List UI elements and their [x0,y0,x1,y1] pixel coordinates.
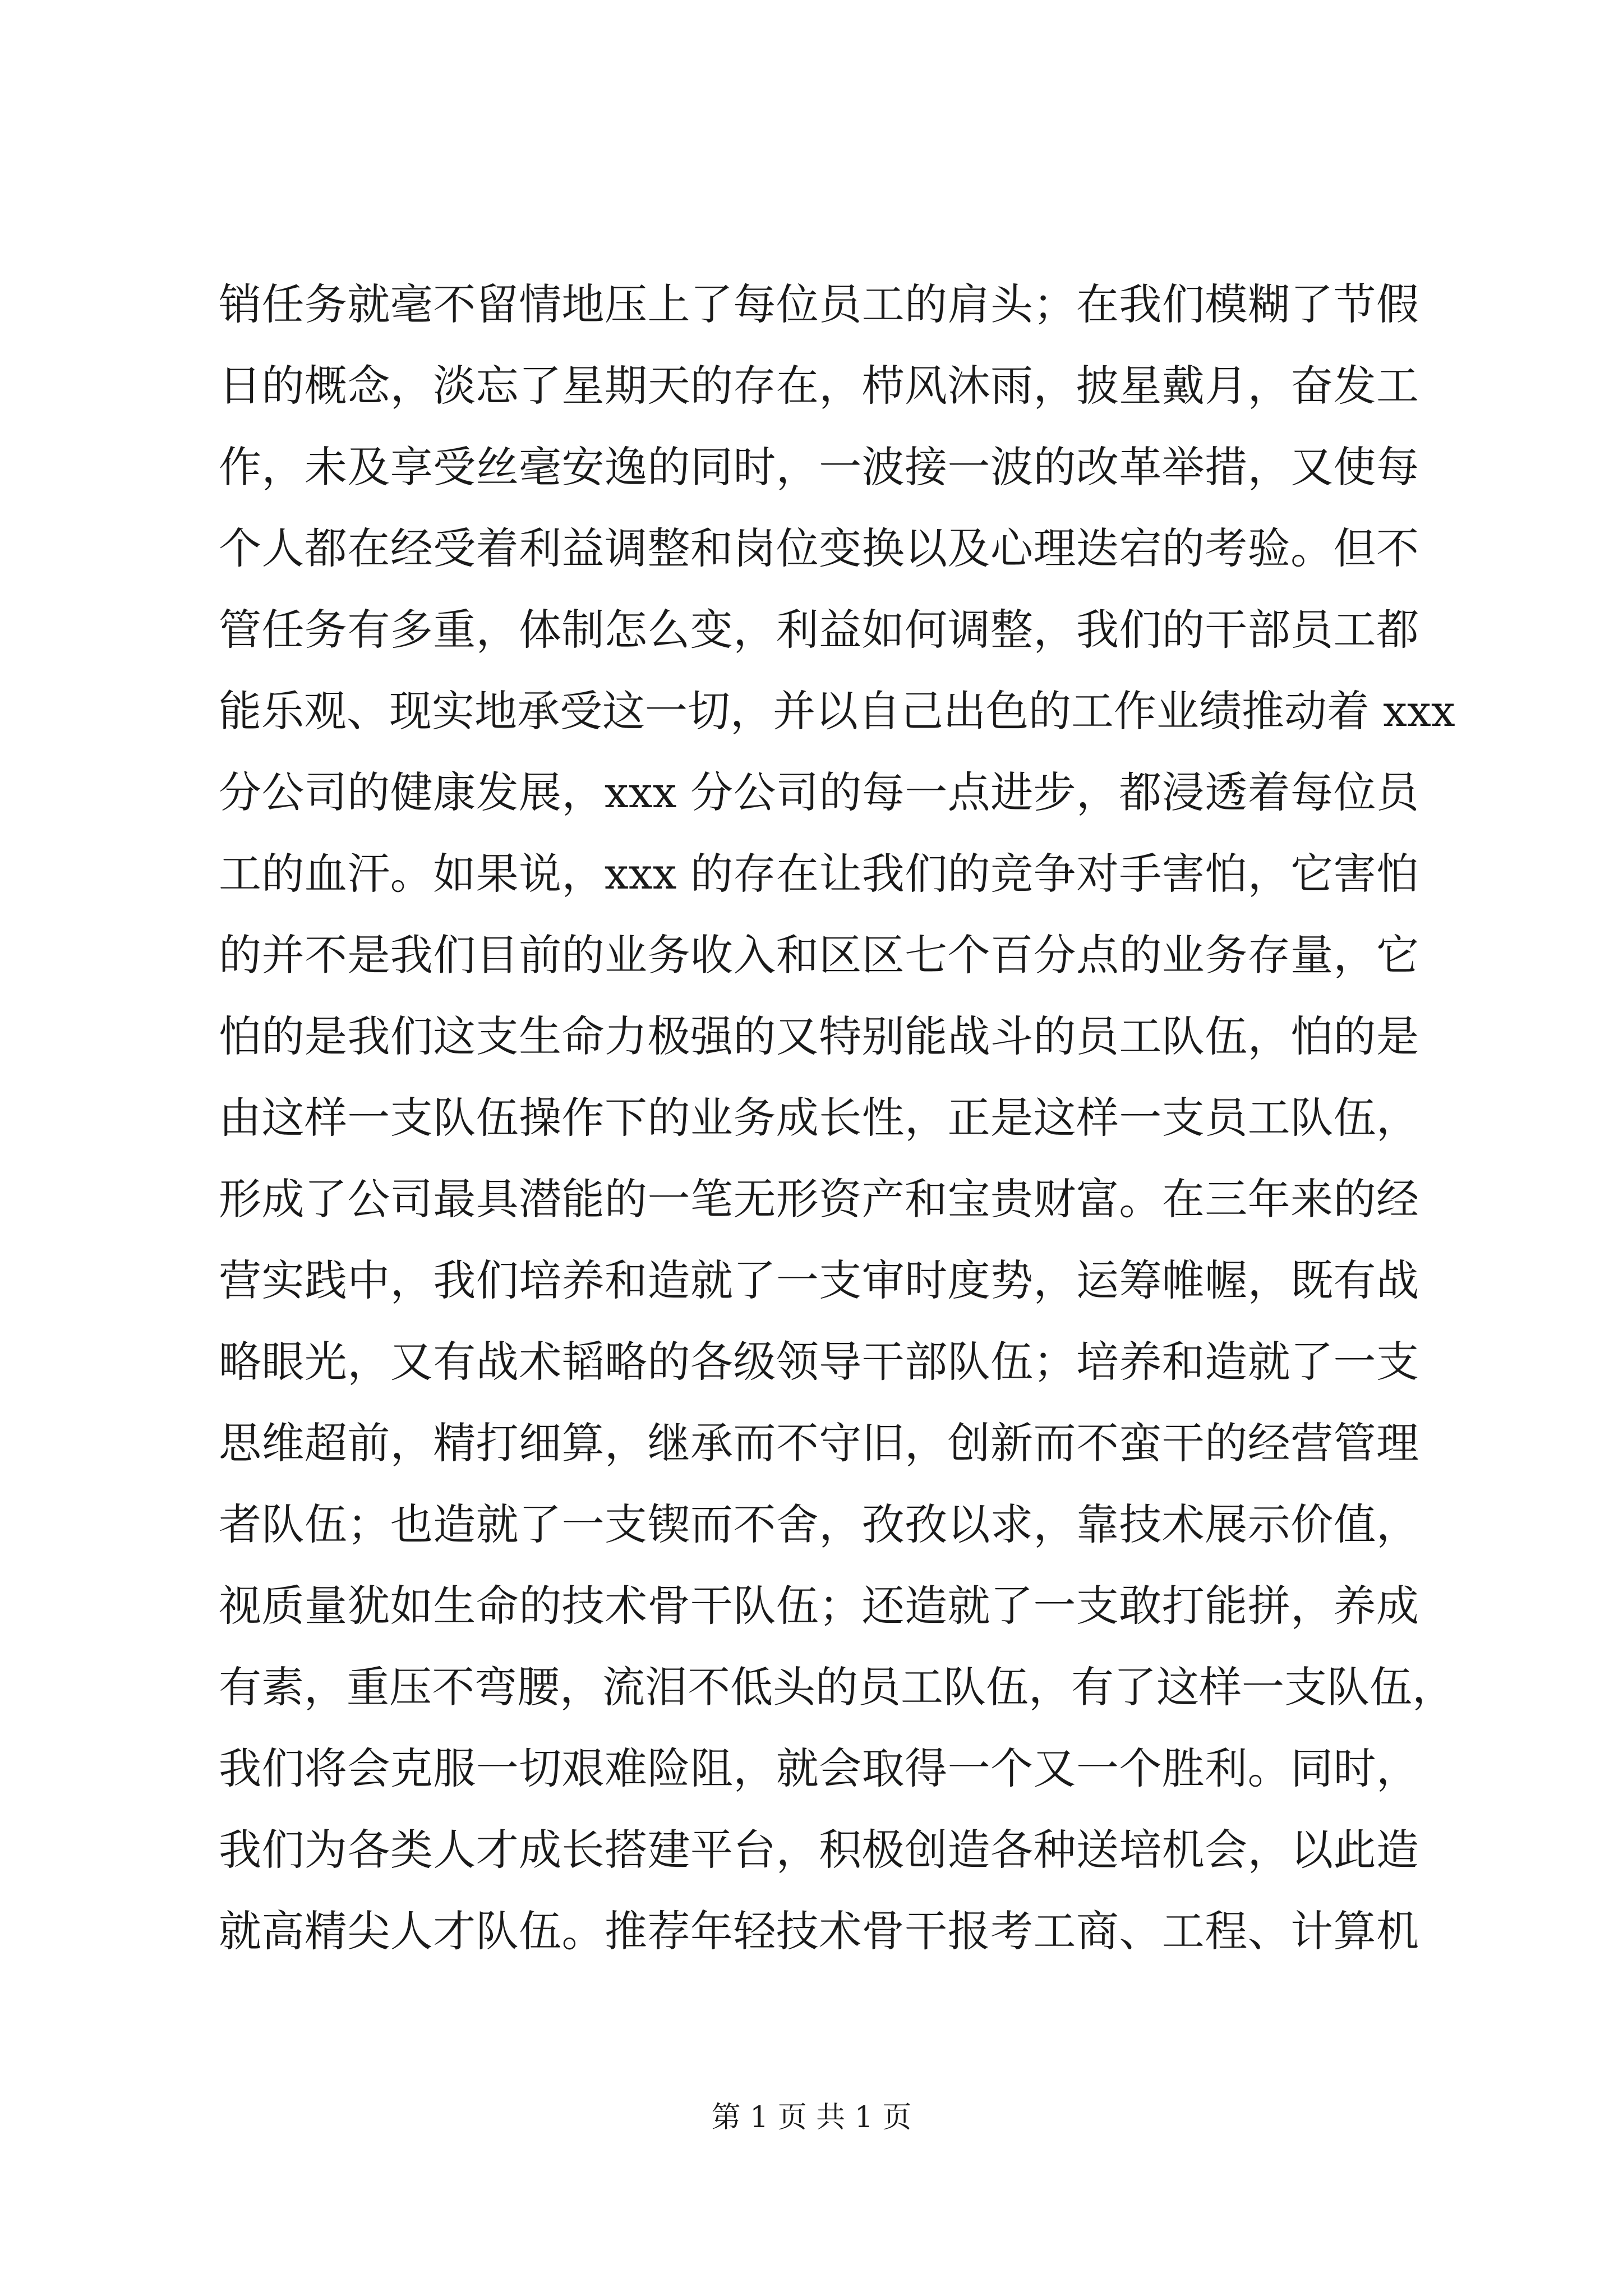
body-text [219,264,1455,1972]
text-line: 就高精尖人才队伍。推荐年轻技术骨干报考工商、工程、计算机 [219,1906,1419,1956]
text-line: 能乐观、现实地承受这一切，并以自己出色的工作业绩推动着 xxx [219,686,1455,736]
text-line: 销任务就毫不留情地压上了每位员工的肩头；在我们模糊了节假 [219,279,1419,329]
text-line: 我们为各类人才成长搭建平台，积极创造各种送培机会，以此造 [219,1825,1419,1875]
text-line: 形成了公司最具潜能的一笔无形资产和宝贵财富。在三年来的经 [219,1174,1419,1224]
text-line: 个人都在经受着利益调整和岗位变换以及心理迭宕的考验。但不 [219,523,1419,573]
text-line: 有素，重压不弯腰，流泪不低头的员工队伍，有了这样一支队伍， [219,1662,1455,1712]
page-number-footer: 第 1 页 共 1 页 [711,2101,912,2134]
text-line: 怕的是我们这支生命力极强的又特别能战斗的员工队伍，怕的是 [219,1011,1419,1061]
text-line: 的并不是我们目前的业务收入和区区七个百分点的业务存量，它 [219,930,1419,980]
text-line: 分公司的健康发展，xxx 分公司的每一点进步，都浸透着每位员 [219,767,1419,817]
text-line: 视质量犹如生命的技术骨干队伍；还造就了一支敢打能拼，养成 [219,1581,1419,1631]
text-line: 工的血汗。如果说，xxx 的存在让我们的竞争对手害怕，它害怕 [219,849,1419,899]
text-line: 略眼光，又有战术韬略的各级领导干部队伍；培养和造就了一支 [219,1337,1419,1387]
text-line: 营实践中，我们培养和造就了一支审时度势，运筹帷幄，既有战 [219,1255,1419,1305]
text-line: 我们将会克服一切艰难险阻，就会取得一个又一个胜利。同时， [219,1743,1419,1793]
text-line: 由这样一支队伍操作下的业务成长性，正是这样一支员工队伍， [219,1093,1419,1143]
text-line: 者队伍；也造就了一支锲而不舍，孜孜以求，靠技术展示价值， [219,1499,1419,1549]
text-line: 管任务有多重，体制怎么变，利益如何调整，我们的干部员工都 [219,605,1419,655]
text-line: 思维超前，精打细算，继承而不守旧，创新而不蛮干的经营管理 [219,1418,1419,1468]
text-line: 日的概念，淡忘了星期天的存在，栉风沐雨，披星戴月，奋发工 [219,361,1419,411]
text-line: 作，未及享受丝毫安逸的同时，一波接一波的改革举措，又使每 [219,442,1419,492]
